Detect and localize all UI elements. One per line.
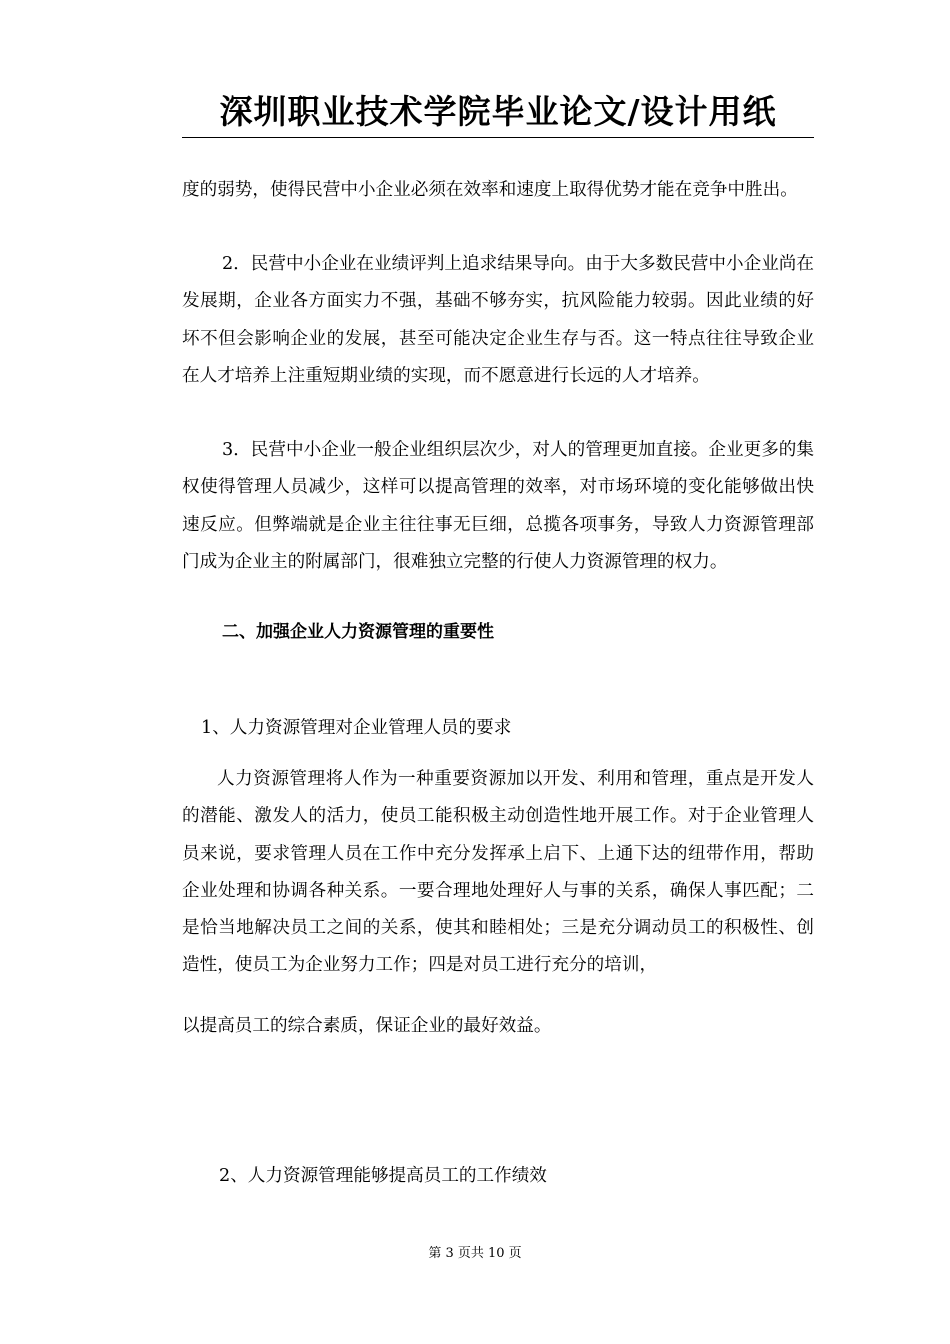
paragraph-point-3: 3．民营中小企业一般企业组织层次少，对人的管理更加直接。企业更多的集权使得管理人员减少，这样可以提高管理的效率，对市场环境的变化能够做出快速反应。但弊端就是企业主往往事无巨细，总揽各项事务，导致人力资源管理部门成为企业主的附属部门，很难独立完整的行使人力资源管理的权力。: [182, 440, 814, 572]
header-divider: [182, 137, 814, 138]
paragraph-continuation: 度的弱势，使得民营中小企业必须在效率和速度上取得优势才能在竞争中胜出。: [182, 180, 798, 200]
paragraph-point-2: 2．民营中小企业在业绩评判上追求结果导向。由于大多数民营中小企业尚在发展期，企业各方面实力不强，基础不够夯实，抗风险能力较弱。因此业绩的好坏不但会影响企业的发展，甚至可能决定企业生存与否。这一特点往往导致企业在人才培养上注重短期业绩的实现，而不愿意进行长远的人才培养。: [182, 254, 814, 386]
subheading-1: 1、人力资源管理对企业管理人员的要求: [201, 718, 512, 738]
subheading-2: 2、人力资源管理能够提高员工的工作绩效: [219, 1166, 547, 1186]
paragraph-hr-requirements: 人力资源管理将人作为一种重要资源加以开发、利用和管理，重点是开发人的潜能、激发人的活力，使员工能积极主动创造性地开展工作。对于企业管理人员来说，要求管理人员在工作中充分发挥承上启下、上通下达的纽带作用，帮助企业处理和协调各种关系。一要合理地处理好人与事的关系，确保人事匹配；二是恰当地解决员工之间的关系，使其和睦相处；三是充分调动员工的积极性、创造性，使员工为企业努力工作；四是对员工进行充分的培训，: [182, 769, 814, 976]
paragraph-hr-requirements-end: 以提高员工的综合素质，保证企业的最好效益。: [182, 1016, 552, 1036]
page-number: 第 3 页共 10 页: [428, 1246, 522, 1261]
page-header-title: 深圳职业技术学院毕业论文/设计用纸: [219, 92, 777, 131]
section-heading: 二、加强企业人力资源管理的重要性: [222, 622, 494, 642]
